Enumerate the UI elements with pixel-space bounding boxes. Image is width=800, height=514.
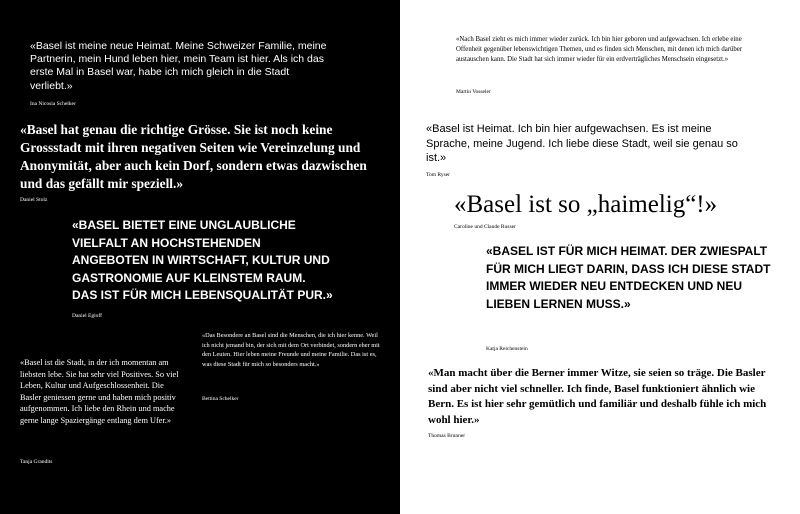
quote-author: Ina Nicosia Schelker [30,101,76,107]
quote-text: «Man macht über die Berner immer Witze, sie seien so träge. Die Basler sind aber nicht viel schneller. Ich finde, Basel funktioniert ähnlich wie Bern. Es ist hier sehr gemütlich und familiär und deshalb fühle ich mich wohl hier.» [428,367,767,427]
quote-author: Tanja Grandits [20,459,53,465]
quote-text: «Basel ist Heimat. Ich bin hier aufgewachsen. Es ist meine Sprache, meine Jugend. Ich liebe diese Stadt, weil sie genau so ist.» [426,123,738,164]
quote-text: «Basel ist meine neue Heimat. Meine Schweizer Familie, meine Partnerin, mein Hund leben hier, mein Team ist hier. Als ich das erste Mal in Basel war, habe ich mich gleich in die Stadt verliebt.» [30,40,327,92]
right-page [400,0,800,514]
quote-author: Daniel Egloff [72,313,102,319]
quote-text: «Basel ist so „haimelig“!» [454,191,718,218]
quote-text: «Basel hat genau die richtige Grösse. Sie ist noch keine Grossstadt mit ihren negativen Seiten wie Vereinzelung und Anonymität, aber auch kein Dorf, sondern etwas dazwischen und das gefällt mir speziell.» [20,122,367,191]
quote-text: «Basel ist die Stadt, in der ich momentan am liebsten lebe. Sie hat sehr viel Positives. So viel Leben, Kultur und Aufgeschlossenheit. Die Basler geniessen gerne und haben mich positiv aufgenommen. Ich liebe den Rhein und mache gerne lange Spaziergänge entlang dem Ufer.» [20,358,179,425]
quote-author: Thomas Brunner [428,433,466,439]
quote-author: Martin Vosseler [456,89,491,95]
quote-author: Katja Reichenstein [486,346,528,352]
quote-author: Caroline und Claude Russer [454,224,516,230]
quote-author: Tom Ryser [426,172,450,178]
quote-author: Daniel Stolz [20,197,48,203]
quote-text: «BASEL IST FÜR MICH HEIMAT. DER ZWIESPALT FÜR MICH LIEGT DARIN, DASS ICH DIESE STADT IMMER WIEDER NEU ENTDECKEN UND NEU LIEBEN LERNEN MUSS.» [486,244,771,312]
quote-text: «BASEL BIETET EINE UNGLAUBLICHE VIELFALT AN HOCHSTEHENDEN ANGEBOTEN IN WIRTSCHAFT, KULTUR UND GASTRONOMIE AUF KLEINSTEM RAUM. DAS IST FÜR MICH LEBENSQUALITÄT PUR.» [72,218,333,302]
quote-text: «Nach Basel zieht es mich immer wieder zurück. Ich bin hier geboren und aufgewachsen. Ich erlebe eine Offenheit gegenüber lebenswichtigen Themen, und es finden sich Menschen, mit denen ich mich darüber austauschen kann. Die Stadt hat sich immer wieder für ein erdverträgliches Menschsein eingesetzt.» [456,36,743,64]
quote-text: «Das Besondere an Basel sind die Menschen, die ich hier kenne. Weil ich nicht jemand bin, der sich mit dem Ort verbindet, sondern eher mit den Leuten. Hier leben meine Freunde und meine Familie. Das ist es, was diese Stadt für mich so besonders macht.» [202,332,380,368]
quote-author: Bettina Schelker [202,396,239,402]
